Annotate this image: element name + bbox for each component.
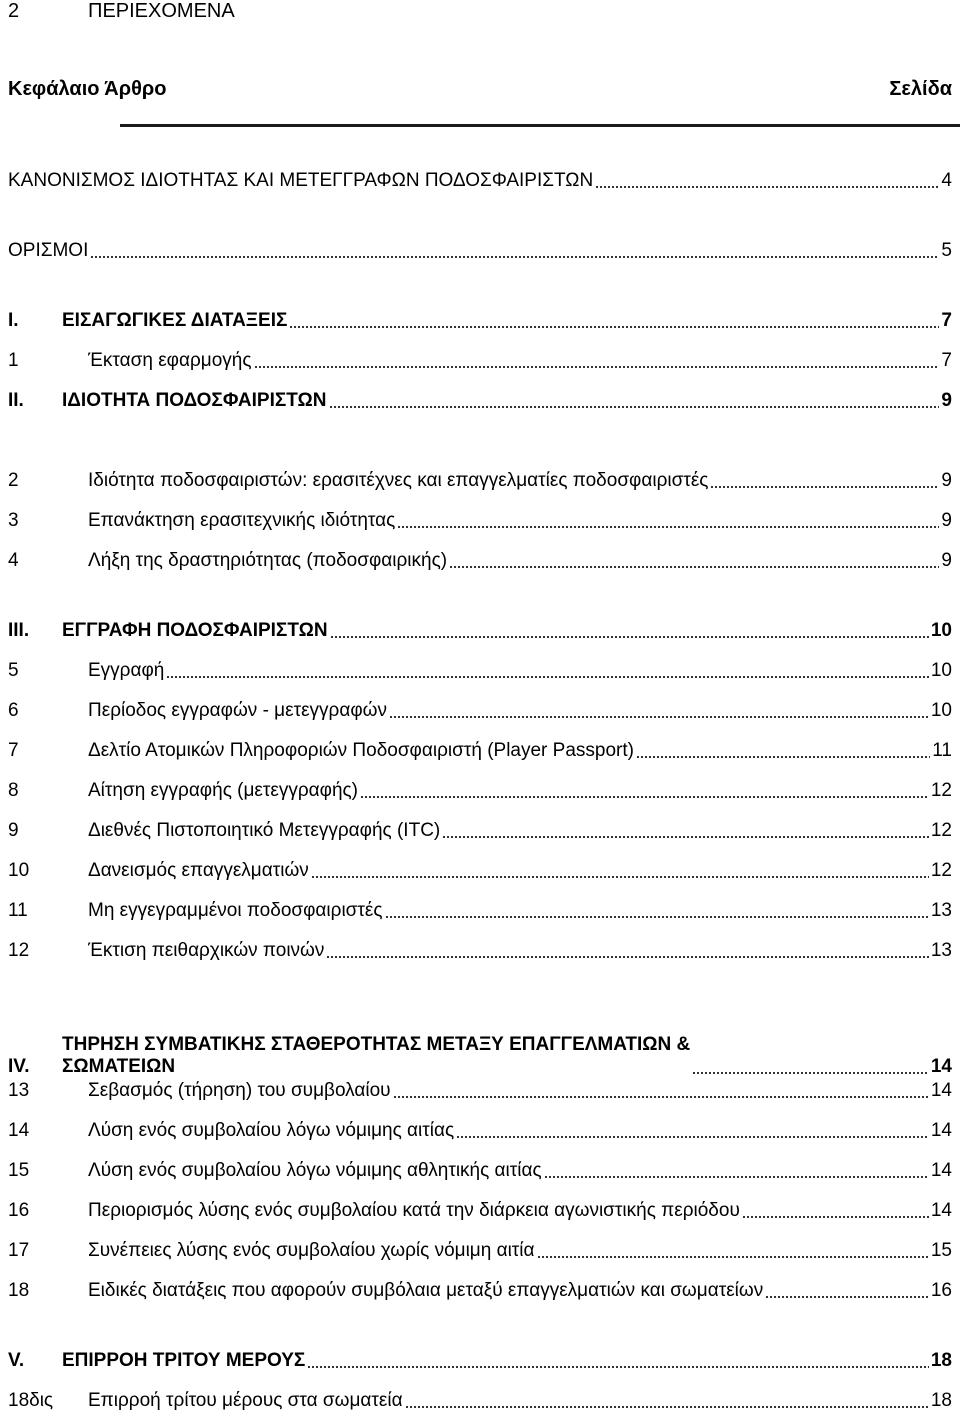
toc-entry[interactable] xyxy=(8,350,952,372)
toc-entry[interactable] xyxy=(8,1160,952,1182)
toc-entry-title: Λύση ενός συμβολαίου λόγω νόμιμης αθλητικής αιτίας xyxy=(88,1160,542,1181)
toc-entry[interactable] xyxy=(8,940,952,962)
toc-entry-page: 10 xyxy=(930,660,952,681)
toc-entry-number: 9 xyxy=(8,820,19,841)
toc-entry-page: 5 xyxy=(941,240,952,261)
toc-entry-page: 9 xyxy=(941,510,952,531)
toc-entry-leader xyxy=(90,256,939,258)
toc-entry[interactable] xyxy=(8,170,952,192)
toc-entry-title: ΙΔΙΟΤΗΤΑ ΠΟΔΟΣΦΑΙΡΙΣΤΩΝ xyxy=(62,390,327,411)
toc-entry-title: Σεβασμός (τήρηση) του συμβολαίου xyxy=(88,1080,391,1101)
toc-entry[interactable] xyxy=(8,1350,952,1372)
toc-entry-page: 13 xyxy=(930,900,952,921)
toc-entry[interactable] xyxy=(8,1120,952,1142)
toc-entry-page: 12 xyxy=(930,780,952,801)
toc-entry-title: ΕΓΓΡΑΦΗ ΠΟΔΟΣΦΑΙΡΙΣΤΩΝ xyxy=(62,620,328,641)
toc-entry-page: 14 xyxy=(930,1120,952,1141)
toc-entry-page: 7 xyxy=(941,350,952,371)
toc-entry-number: 18δις xyxy=(8,1390,54,1411)
toc-entry-page: 4 xyxy=(941,170,952,191)
toc-entry-number: 11 xyxy=(8,900,28,921)
toc-entry[interactable] xyxy=(8,700,952,722)
toc-entry-number: 14 xyxy=(8,1120,30,1141)
toc-entry-leader xyxy=(166,676,929,678)
toc-entry-number: 6 xyxy=(8,700,19,721)
toc-entry-page: 14 xyxy=(930,1160,952,1181)
toc-entry-title: Λύση ενός συμβολαίου λόγω νόμιμης αιτίας xyxy=(88,1120,455,1141)
toc-entry-leader xyxy=(311,876,929,878)
toc-entry-title: Δελτίο Ατομικών Πληροφοριών Ποδοσφαιριστή (Player Passport) xyxy=(88,740,634,761)
toc-entry-number: 15 xyxy=(8,1160,30,1181)
toc-entry-leader xyxy=(385,916,929,918)
toc-entry-title: Έκτιση πειθαρχικών ποινών xyxy=(88,940,325,961)
toc-entry[interactable] xyxy=(8,1280,952,1302)
toc-entry[interactable] xyxy=(8,510,952,532)
toc-entry-leader xyxy=(742,1216,929,1218)
toc-entry-page: 12 xyxy=(930,820,952,841)
toc-entry-title: ΕΠΙΡΡΟΗ ΤΡΙΤΟΥ ΜΕΡΟΥΣ xyxy=(62,1350,306,1371)
toc-entry-leader xyxy=(254,366,940,368)
toc-entry-title: ΟΡΙΣΜΟΙ xyxy=(8,240,89,261)
toc-entry-title: Εγγραφή xyxy=(88,660,165,681)
toc-entry-leader xyxy=(636,756,930,758)
toc-entry-leader xyxy=(710,486,939,488)
toc-entry-title: Περίοδος εγγραφών - μετεγγραφών xyxy=(88,700,388,721)
toc-entry-number: IV. xyxy=(8,1056,30,1077)
toc-entry-leader xyxy=(456,1136,929,1138)
toc-entry-number: 5 xyxy=(8,660,19,681)
toc-entry-page: 14 xyxy=(930,1080,952,1101)
toc-entry-page: 9 xyxy=(941,390,952,411)
column-header-page: Σελίδα xyxy=(889,78,952,100)
toc-entry-number: 4 xyxy=(8,550,19,571)
toc-entry[interactable] xyxy=(8,780,952,802)
toc-entry-number: III. xyxy=(8,620,30,641)
toc-entry-number: 2 xyxy=(8,470,19,491)
toc-entry[interactable] xyxy=(8,550,952,572)
toc-entry[interactable] xyxy=(8,660,952,682)
toc-entry-leader xyxy=(405,1406,929,1408)
toc-entry-title-line1: ΤΗΡΗΣΗ ΣΥΜΒΑΤΙΚΗΣ ΣΤΑΘΕΡΟΤΗΤΑΣ ΜΕΤΑΞΥ ΕΠΑΓΓΕΛΜΑΤΙΩΝ & xyxy=(62,1034,691,1055)
toc-entry-page: 11 xyxy=(932,740,952,761)
toc-entry-number: 3 xyxy=(8,510,19,531)
toc-entry-leader xyxy=(326,956,928,958)
toc-entry-number: 16 xyxy=(8,1200,30,1221)
toc-entry-page: 18 xyxy=(930,1390,952,1411)
toc-entry-leader xyxy=(393,1096,929,1098)
toc-entry-title: ΕΙΣΑΓΩΓΙΚΕΣ ΔΙΑΤΑΞΕΙΣ xyxy=(62,310,288,331)
toc-entry-leader xyxy=(544,1176,929,1178)
toc-entry-page: 9 xyxy=(941,470,952,491)
toc-entry[interactable] xyxy=(8,740,952,762)
toc-entry[interactable] xyxy=(8,1080,952,1102)
toc-entry-page: 13 xyxy=(930,940,952,961)
section-number: 2 xyxy=(8,0,20,22)
toc-entry-number: 10 xyxy=(8,860,30,881)
toc-entry-title: Διεθνές Πιστοποιητικό Μετεγγραφής (ITC) xyxy=(88,820,441,841)
toc-entry-title: Μη εγγεγραμμένοι ποδοσφαιριστές xyxy=(88,900,383,921)
toc-entry[interactable] xyxy=(8,310,952,332)
toc-entry-leader xyxy=(765,1296,929,1298)
column-header-chapter: Κεφάλαιο Άρθρο xyxy=(8,78,167,100)
toc-entry-title-line2: ΣΩΜΑΤΕΙΩΝ xyxy=(62,1056,176,1077)
toc-entry-page: 15 xyxy=(930,1240,952,1261)
toc-entry-number: 12 xyxy=(8,940,30,961)
toc-entry-leader xyxy=(449,566,939,568)
toc-entry-leader xyxy=(397,526,939,528)
toc-entry-page: 14 xyxy=(930,1200,952,1221)
toc-entry-leader xyxy=(595,186,939,188)
toc-entry-leader xyxy=(389,716,929,718)
toc-entry-leader xyxy=(289,326,939,328)
toc-entry-title: Λήξη της δραστηριότητας (ποδοσφαιρικής) xyxy=(88,550,448,571)
toc-entry-page: 18 xyxy=(930,1350,952,1371)
toc-entry[interactable] xyxy=(8,470,952,492)
toc-entry-leader xyxy=(330,636,929,638)
toc-entry-title: ΚΑΝΟΝΙΣΜΟΣ ΙΔΙΟΤΗΤΑΣ ΚΑΙ ΜΕΤΕΓΓΡΑΦΩΝ ΠΟΔΟΣΦΑΙΡΙΣΤΩΝ xyxy=(8,170,594,191)
toc-entry[interactable] xyxy=(8,240,952,262)
toc-entry[interactable] xyxy=(8,1200,952,1222)
toc-entry[interactable] xyxy=(8,1240,952,1262)
section-title: ΠΕΡΙΕΧΟΜΕΝΑ xyxy=(88,0,235,22)
toc-entry-number: V. xyxy=(8,1350,25,1371)
toc-entry[interactable] xyxy=(8,860,952,882)
toc-entry-leader xyxy=(329,406,940,408)
toc-entry-number: 8 xyxy=(8,780,19,801)
toc-entry-number: 13 xyxy=(8,1080,30,1101)
toc-entry[interactable] xyxy=(8,820,952,842)
toc-entry-leader xyxy=(307,1366,929,1368)
toc-entry-title: Δανεισμός επαγγελματιών xyxy=(88,860,309,881)
toc-entry-page: 16 xyxy=(930,1280,952,1301)
toc-entry-number: 18 xyxy=(8,1280,30,1301)
toc-entry-number: 7 xyxy=(8,740,19,761)
toc-entry-title: Ιδιότητα ποδοσφαιριστών: ερασιτέχνες και επαγγελματίες ποδοσφαιριστές xyxy=(88,470,709,491)
toc-entry-page: 10 xyxy=(930,620,952,641)
toc-entry-leader xyxy=(442,836,929,838)
toc-entry[interactable] xyxy=(8,1034,952,1078)
toc-entry[interactable] xyxy=(8,1390,952,1412)
toc-entry-leader xyxy=(537,1256,929,1258)
toc-entry-page: 14 xyxy=(930,1056,952,1077)
toc-entry-title: Περιορισμός λύσης ενός συμβολαίου κατά την διάρκεια αγωνιστικής περιόδου xyxy=(88,1200,740,1221)
toc-entry-title xyxy=(62,1034,690,1078)
toc-entry-title: Επανάκτηση ερασιτεχνικής ιδιότητας xyxy=(88,510,396,531)
toc-entry-title: Ειδικές διατάξεις που αφορούν συμβόλαια μεταξύ επαγγελματιών και σωματείων xyxy=(88,1280,764,1301)
toc-entry-page: 9 xyxy=(941,550,952,571)
toc-entry-title: Έκταση εφαρμογής xyxy=(88,350,252,371)
toc-entry-page: 10 xyxy=(930,700,952,721)
toc-entry-title: Αίτηση εγγραφής (μετεγγραφής) xyxy=(88,780,359,801)
toc-entry[interactable] xyxy=(8,390,952,412)
toc-entry-number: I. xyxy=(8,310,19,331)
toc-entry-number: 1 xyxy=(8,350,19,371)
toc-entry-page: 7 xyxy=(941,310,952,331)
toc-entry-number: 17 xyxy=(8,1240,30,1261)
toc-entry-number: II. xyxy=(8,390,24,411)
toc-entry-leader xyxy=(360,796,929,798)
toc-entry-title: Συνέπειες λύσης ενός συμβολαίου χωρίς νόμιμη αιτία xyxy=(88,1240,535,1261)
toc-entry[interactable] xyxy=(8,900,952,922)
toc-entry-leader xyxy=(692,1072,929,1074)
toc-entry-page: 12 xyxy=(930,860,952,881)
toc-entry-title: Επιρροή τρίτου μέρους στα σωματεία xyxy=(88,1390,403,1411)
toc-entry[interactable] xyxy=(8,620,952,642)
